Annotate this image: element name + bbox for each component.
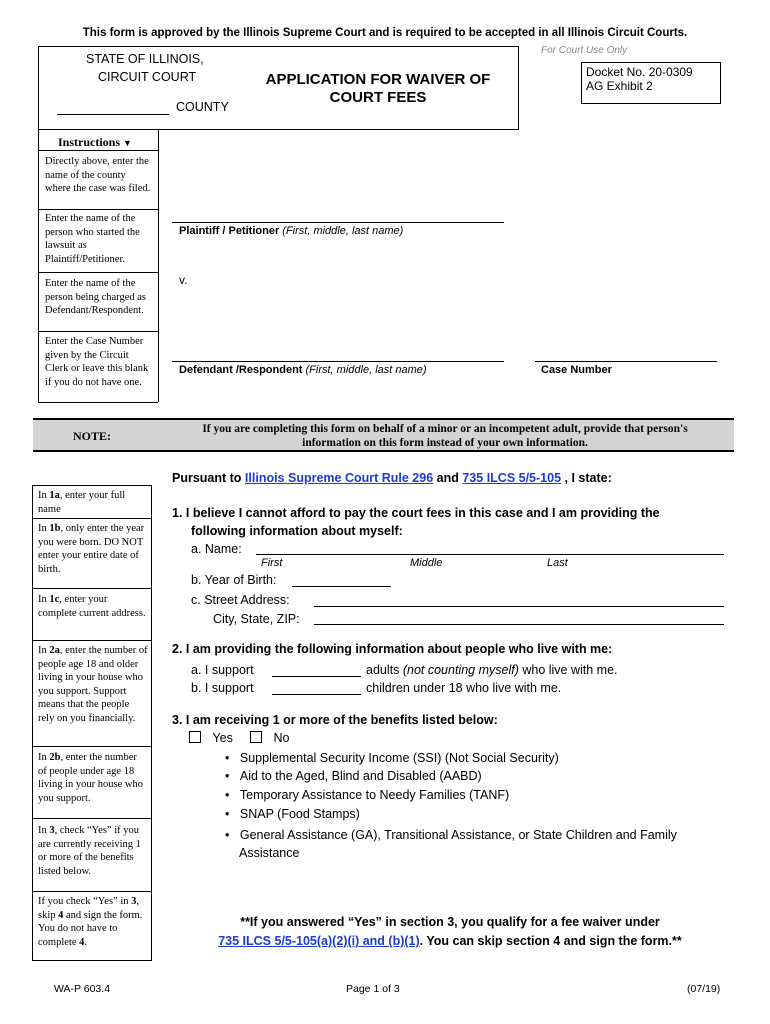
statute-link[interactable]: 735 ILCS 5/5-105: [462, 471, 562, 485]
adults-support-label: a. I support: [191, 663, 254, 677]
no-option[interactable]: [250, 731, 289, 745]
circuit-court-label: CIRCUIT COURT: [98, 70, 197, 84]
pursuant-suffix: , I state:: [564, 471, 612, 485]
sidebar-note-1a: In 1a, enter your full name: [38, 490, 126, 515]
benefit-snap: • SNAP (Food Stamps): [225, 807, 360, 821]
qualify-note-line1: **If you answered “Yes” in section 3, you qualify for a fee waiver under: [240, 915, 660, 929]
instructions-heading-text: Instructions: [58, 135, 121, 149]
birth-year-label: b. Year of Birth:: [191, 573, 277, 587]
bullet-icon: •: [225, 828, 230, 842]
case-number-label: Case Number: [541, 364, 612, 376]
instructions-top-rule: [38, 150, 158, 151]
no-checkbox[interactable]: [250, 731, 262, 743]
defendant-instruction: Enter the name of the person being charged as Defendant/Respondent.: [45, 278, 146, 316]
form-title: [250, 71, 506, 107]
triangle-down-icon: ▼: [123, 138, 132, 148]
county-name-field[interactable]: [57, 114, 169, 115]
form-id: WA-P 603.4: [54, 983, 111, 995]
section1-heading-line1: 1. I believe I cannot afford to pay the court fees in this case and I am providing the: [172, 506, 660, 520]
form-title-line1: APPLICATION FOR WAIVER OF: [265, 71, 491, 88]
sidebar-note-1b: In 1b, only enter the year you were born. DO NOT enter your entire date of birth.: [38, 523, 145, 575]
yes-label: Yes: [212, 731, 233, 745]
plaintiff-instruction: Enter the name of the person who started the lawsuit as Plaintiff/Petitioner.: [45, 213, 140, 265]
case-number-instruction: Enter the Case Number given by the Circuit Clerk or leave this blank if you do not have one.: [45, 336, 149, 388]
children-support-label: b. I support: [191, 681, 254, 695]
section1-heading-line2: following information about myself:: [191, 524, 403, 538]
children-count-field[interactable]: [272, 694, 361, 695]
defendant-label-hint: (First, middle, last name): [305, 364, 427, 376]
bullet-icon: •: [225, 807, 230, 821]
birth-year-field[interactable]: [292, 586, 391, 587]
court-use-label: For Court Use Only: [541, 45, 628, 56]
city-state-zip-label: City, State, ZIP:: [213, 612, 300, 626]
pursuant-prefix: Pursuant to: [172, 471, 245, 485]
instructions-bottom-rule: [38, 402, 158, 403]
form-revision-date: (07/19): [687, 983, 721, 995]
section1-heading: [172, 504, 660, 540]
street-address-field[interactable]: [314, 606, 724, 607]
county-instruction: Directly above, enter the name of the county where the case was filed.: [45, 156, 151, 194]
children-support-tail: children under 18 who live with me.: [366, 681, 562, 695]
note-label: NOTE:: [73, 429, 112, 443]
instructions-right-border: [158, 130, 159, 402]
defendant-name-field[interactable]: [172, 361, 504, 362]
middle-name-caption: Middle: [410, 557, 443, 569]
note-text-line2: information on this form instead of your own information.: [302, 437, 588, 449]
bullet-icon: •: [225, 788, 230, 802]
sidebar-note-2b: In 2b, enter the number of people under age 18 living in your house who you support.: [38, 752, 143, 804]
county-label: COUNTY: [176, 100, 229, 114]
instructions-rule-4: [38, 331, 158, 332]
qualify-note: [160, 913, 740, 951]
first-name-caption: First: [261, 557, 283, 569]
instructions-divider: [38, 130, 39, 402]
benefit-ssi: • Supplemental Security Income (SSI) (Not Social Security): [225, 751, 559, 765]
approval-banner: This form is approved by the Illinois Supreme Court and is required to be accepted in all Illinois Circuit Courts.: [82, 27, 688, 39]
adults-count-field[interactable]: [272, 676, 361, 677]
plaintiff-label-text: Plaintiff / Petitioner: [179, 225, 280, 237]
yes-checkbox[interactable]: [189, 731, 201, 743]
yes-option[interactable]: [189, 731, 233, 745]
plaintiff-name-field[interactable]: [172, 222, 504, 223]
section2-heading: 2. I am providing the following information about people who live with me:: [172, 642, 613, 656]
plaintiff-label-hint: (First, middle, last name): [282, 225, 404, 237]
rule-296-link[interactable]: Illinois Supreme Court Rule 296: [244, 471, 434, 485]
pursuant-middle: and: [436, 471, 463, 485]
benefit-general-assistance: • General Assistance (GA), Transitional Assistance, or State Children and Family Assistance: [225, 828, 677, 860]
note-text: [165, 422, 725, 450]
name-field[interactable]: [256, 554, 724, 555]
instructions-rule-3: [38, 272, 158, 273]
case-number-field[interactable]: [535, 361, 717, 362]
benefit-aabd: • Aid to the Aged, Blind and Disabled (AABD): [225, 769, 482, 783]
bullet-icon: •: [225, 751, 230, 765]
adults-support-tail: adults (not counting myself) who live with me.: [366, 663, 618, 677]
last-name-caption: Last: [547, 557, 568, 569]
versus-label: v.: [179, 273, 188, 287]
page-number: Page 1 of 3: [346, 983, 400, 995]
sidebar-note-1c: In 1c, enter your complete current address.: [38, 594, 146, 619]
exhibit-label: AG Exhibit 2: [586, 79, 653, 93]
name-label: a. Name:: [191, 542, 242, 556]
benefit-tanf: • Temporary Assistance to Needy Families (TANF): [225, 788, 510, 802]
qualify-note-line2: 735 ILCS 5/5-105(a)(2)(i) and (b)(1). You can skip section 4 and sign the form.**: [218, 934, 682, 948]
street-address-label: c. Street Address:: [191, 593, 290, 607]
docket-number: Docket No. 20-0309: [586, 65, 693, 79]
sidebar-note-3: In 3, check “Yes” if you are currently receiving 1 or more of the benefits listed below.: [38, 825, 141, 877]
state-label: STATE OF ILLINOIS,: [86, 52, 204, 66]
plaintiff-label: [179, 225, 403, 237]
no-label: No: [273, 731, 290, 745]
sidebar-note-2a: In 2a, enter the number of people age 18 and older living in your house who you support. Support means that the people rely on you financially.: [38, 645, 148, 724]
note-text-line1: If you are completing this form on behalf of a minor or an incompetent adult, provide that person's: [202, 423, 688, 435]
bullet-icon: •: [225, 769, 230, 783]
defendant-label-text: Defendant /Respondent: [179, 364, 303, 376]
sidebar-note-skip: If you check “Yes” in 3, skip 4 and sign the form. You do not have to complete 4.: [38, 896, 143, 948]
city-state-zip-field[interactable]: [314, 624, 724, 625]
pursuant-statement: [172, 471, 612, 485]
docket-stamp-box: [581, 62, 721, 104]
instructions-heading[interactable]: [58, 135, 132, 150]
defendant-label: [179, 364, 427, 376]
fee-waiver-statute-link[interactable]: 735 ILCS 5/5-105(a)(2)(i) and (b)(1): [218, 934, 420, 948]
form-title-line2: COURT FEES: [329, 89, 427, 106]
section3-heading: 3. I am receiving 1 or more of the benefits listed below:: [172, 713, 498, 727]
instructions-rule-2: [38, 209, 158, 210]
